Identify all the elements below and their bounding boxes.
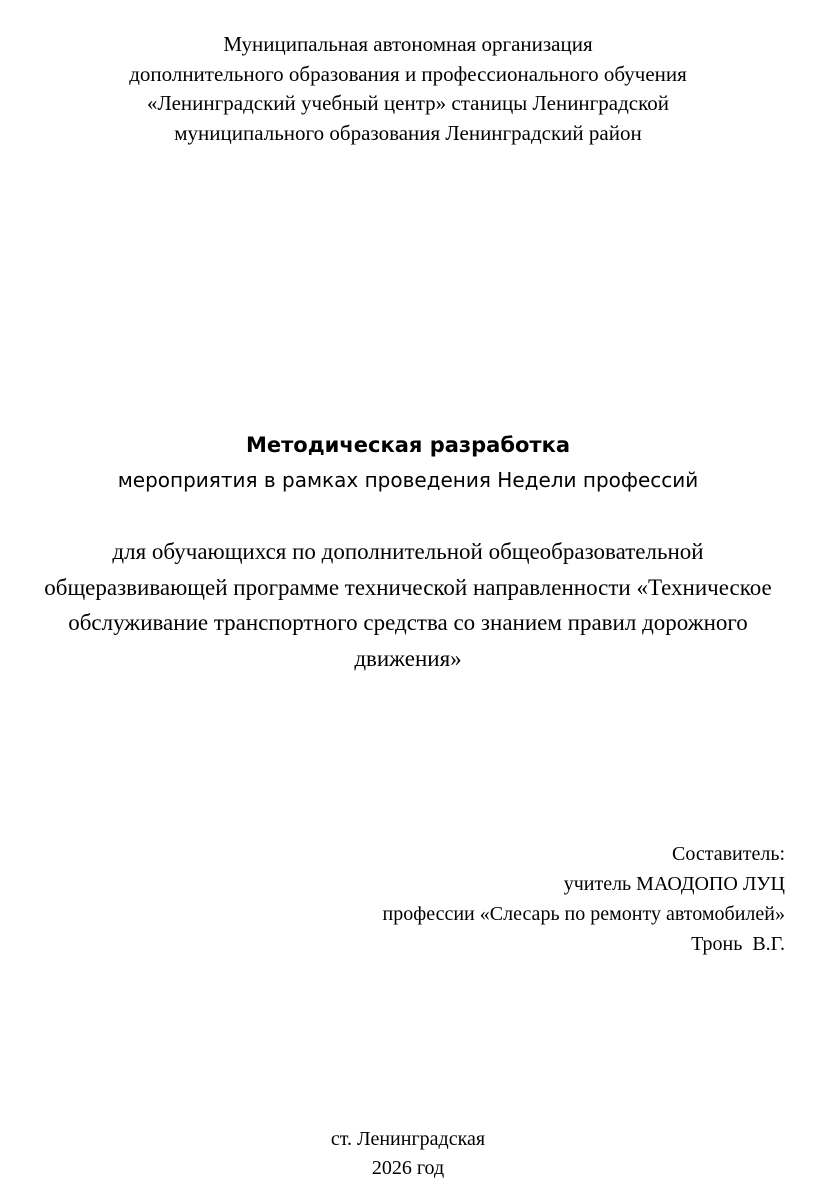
- organization-header: [0, 30, 816, 148]
- footer-block: [0, 1125, 816, 1183]
- footer-year: 2026 год: [371, 1157, 445, 1179]
- organization-line: муниципального образования Ленинградский район: [174, 120, 642, 145]
- document-subtitle: мероприятия в рамках проведения Недели профессий: [117, 468, 699, 492]
- author-block: [383, 839, 785, 959]
- organization-line: «Ленинградский учебный центр» станицы Ленинградской: [147, 91, 669, 115]
- audience-line: обслуживание транспортного средства со знанием правил дорожного: [68, 610, 748, 635]
- audience-description: [0, 534, 816, 676]
- audience-line: общеразвивающей программе технической направленности «Техническое: [44, 574, 772, 600]
- author-name: Тронь В.Г.: [691, 933, 785, 955]
- audience-line: для обучающихся по дополнительной общеобразовательной: [112, 539, 704, 564]
- author-position: учитель МАОДОПО ЛУЦ: [563, 873, 785, 895]
- author-profession: профессии «Слесарь по ремонту автомобилей»: [382, 903, 785, 925]
- organization-line: Муниципальная автономная организация: [223, 32, 593, 56]
- author-label: Составитель:: [672, 843, 785, 865]
- organization-line: дополнительного образования и профессионального обучения: [129, 61, 687, 86]
- footer-place: ст. Ленинградская: [330, 1128, 486, 1150]
- audience-line: движения»: [354, 645, 462, 671]
- title-block: [0, 428, 816, 498]
- document-title: Методическая разработка: [245, 433, 571, 457]
